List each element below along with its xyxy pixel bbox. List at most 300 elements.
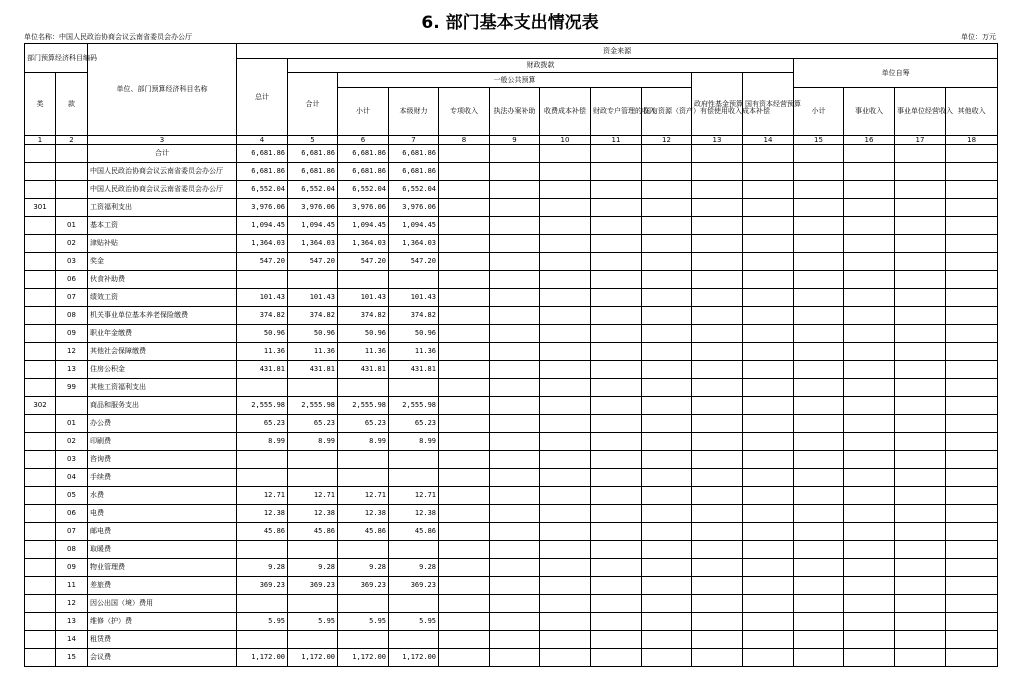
cell-name: 机关事业单位基本养老保险缴费 [88, 307, 237, 325]
cell-empty [794, 397, 844, 415]
cell-empty [794, 271, 844, 289]
cell-empty [844, 379, 895, 397]
cell-empty [743, 631, 794, 649]
cell-empty [439, 577, 490, 595]
cell-value: 1,364.03 [288, 235, 338, 253]
table-row [25, 415, 998, 433]
cell-empty [794, 217, 844, 235]
cell-name: 咨询费 [88, 451, 237, 469]
cell-empty [540, 253, 591, 271]
cell-empty [591, 343, 642, 361]
cell-empty [743, 217, 794, 235]
cell-empty [490, 559, 540, 577]
cell-kuan: 04 [56, 469, 88, 487]
cell-empty [591, 613, 642, 631]
cell-empty [439, 163, 490, 181]
cell-empty [743, 181, 794, 199]
cell-lei [25, 433, 56, 451]
cell-lei [25, 559, 56, 577]
cell-empty [844, 595, 895, 613]
table-row [25, 181, 998, 199]
cell-empty [743, 469, 794, 487]
cell-lei [25, 181, 56, 199]
cell-name: 绩效工资 [88, 289, 237, 307]
cell-empty [844, 433, 895, 451]
cell-empty [692, 199, 743, 217]
cell-empty [794, 289, 844, 307]
table-row [25, 487, 998, 505]
cell-empty [844, 271, 895, 289]
cell-empty [642, 379, 692, 397]
cell-kuan: 13 [56, 361, 88, 379]
cell-empty [439, 415, 490, 433]
cell-lei [25, 343, 56, 361]
cell-empty [895, 451, 946, 469]
cell-empty [642, 271, 692, 289]
cell-empty [743, 541, 794, 559]
cell-empty [844, 523, 895, 541]
cell-empty [439, 343, 490, 361]
table-row [25, 361, 998, 379]
table-row [25, 505, 998, 523]
cell-empty [490, 523, 540, 541]
cell-empty [895, 307, 946, 325]
cell-value: 374.82 [237, 307, 288, 325]
header-zhengfu-jijin: 政府性基金预算 [692, 73, 743, 136]
cell-value: 2,555.98 [338, 397, 389, 415]
cell-empty [895, 595, 946, 613]
cell-empty [642, 523, 692, 541]
cell-name: 中国人民政治协商会议云南省委员会办公厅 [88, 163, 237, 181]
cell-kuan: 08 [56, 307, 88, 325]
cell-empty [692, 613, 743, 631]
cell-empty [540, 595, 591, 613]
cell-empty [895, 289, 946, 307]
cell-empty [591, 271, 642, 289]
cell-empty [490, 181, 540, 199]
cell-lei [25, 451, 56, 469]
cell-kuan [56, 163, 88, 181]
cell-empty [490, 415, 540, 433]
cell-empty [540, 415, 591, 433]
cell-name: 取暖费 [88, 541, 237, 559]
cell-empty [642, 577, 692, 595]
cell-value [338, 271, 389, 289]
cell-kuan: 06 [56, 505, 88, 523]
column-index: 7 [389, 136, 439, 145]
header-kuan: 款 [56, 73, 88, 136]
cell-empty [540, 451, 591, 469]
cell-empty [540, 577, 591, 595]
cell-empty [946, 217, 998, 235]
unit-name: 单位名称：中国人民政治协商会议云南省委员会办公厅 [24, 33, 192, 41]
cell-value: 6,552.04 [389, 181, 439, 199]
cell-value [237, 271, 288, 289]
cell-empty [439, 253, 490, 271]
cell-empty [439, 145, 490, 163]
cell-value: 9.28 [389, 559, 439, 577]
header-zhifa: 执法办案补助 [490, 88, 540, 136]
cell-empty [642, 289, 692, 307]
cell-kuan [56, 199, 88, 217]
expenditure-table [24, 43, 998, 667]
cell-name: 会议费 [88, 649, 237, 667]
cell-value [237, 451, 288, 469]
table-row [25, 307, 998, 325]
column-index: 10 [540, 136, 591, 145]
cell-empty [895, 487, 946, 505]
cell-empty [946, 307, 998, 325]
cell-empty [591, 649, 642, 667]
cell-empty [895, 271, 946, 289]
cell-empty [743, 361, 794, 379]
table-row [25, 469, 998, 487]
cell-kuan: 07 [56, 289, 88, 307]
cell-empty [794, 379, 844, 397]
cell-empty [844, 145, 895, 163]
cell-name: 邮电费 [88, 523, 237, 541]
cell-empty [591, 217, 642, 235]
cell-empty [946, 469, 998, 487]
cell-value: 1,094.45 [338, 217, 389, 235]
cell-empty [946, 487, 998, 505]
cell-empty [642, 307, 692, 325]
cell-kuan: 09 [56, 325, 88, 343]
cell-empty [692, 253, 743, 271]
cell-empty [642, 541, 692, 559]
table-row [25, 379, 998, 397]
cell-value [389, 271, 439, 289]
cell-lei [25, 595, 56, 613]
cell-value: 9.28 [338, 559, 389, 577]
cell-empty [439, 487, 490, 505]
cell-empty [692, 379, 743, 397]
cell-lei [25, 163, 56, 181]
cell-empty [692, 397, 743, 415]
cell-empty [794, 361, 844, 379]
header-caizheng: 财政拨款 [288, 59, 794, 73]
cell-empty [439, 559, 490, 577]
cell-empty [540, 631, 591, 649]
cell-empty [591, 199, 642, 217]
table-row [25, 397, 998, 415]
cell-empty [490, 541, 540, 559]
cell-lei [25, 289, 56, 307]
cell-empty [946, 181, 998, 199]
cell-empty [490, 631, 540, 649]
cell-value: 12.38 [288, 505, 338, 523]
cell-empty [540, 541, 591, 559]
cell-value: 6,681.86 [288, 145, 338, 163]
cell-empty [591, 469, 642, 487]
cell-empty [591, 289, 642, 307]
cell-empty [540, 145, 591, 163]
header-yiban: 一般公共预算 [338, 73, 692, 88]
cell-empty [946, 397, 998, 415]
cell-value [288, 271, 338, 289]
cell-name: 伙食补助费 [88, 271, 237, 289]
cell-empty [490, 487, 540, 505]
cell-empty [591, 181, 642, 199]
cell-value: 547.20 [338, 253, 389, 271]
cell-empty [692, 361, 743, 379]
cell-value [237, 541, 288, 559]
cell-kuan: 13 [56, 613, 88, 631]
cell-name: 印刷费 [88, 433, 237, 451]
cell-lei [25, 217, 56, 235]
cell-empty [490, 163, 540, 181]
table-row [25, 523, 998, 541]
cell-empty [844, 235, 895, 253]
cell-value: 101.43 [237, 289, 288, 307]
cell-empty [439, 361, 490, 379]
cell-value: 6,681.86 [288, 163, 338, 181]
cell-name: 基本工资 [88, 217, 237, 235]
cell-value [338, 379, 389, 397]
cell-empty [439, 613, 490, 631]
cell-empty [895, 217, 946, 235]
cell-kuan: 12 [56, 595, 88, 613]
cell-value [338, 541, 389, 559]
cell-empty [540, 487, 591, 505]
cell-kuan: 06 [56, 271, 88, 289]
cell-value: 1,094.45 [237, 217, 288, 235]
cell-value: 1,172.00 [237, 649, 288, 667]
cell-value: 369.23 [389, 577, 439, 595]
cell-empty [895, 505, 946, 523]
cell-empty [794, 343, 844, 361]
cell-name: 物业管理费 [88, 559, 237, 577]
column-index: 11 [591, 136, 642, 145]
cell-value: 1,172.00 [338, 649, 389, 667]
cell-value: 11.36 [338, 343, 389, 361]
cell-name: 奖金 [88, 253, 237, 271]
cell-empty [692, 505, 743, 523]
header-xiaoji: 小计 [338, 88, 389, 136]
cell-value: 1,364.03 [237, 235, 288, 253]
cell-value: 12.71 [389, 487, 439, 505]
cell-empty [439, 451, 490, 469]
column-index: 2 [56, 136, 88, 145]
cell-empty [591, 145, 642, 163]
table-row [25, 235, 998, 253]
cell-empty [844, 613, 895, 631]
column-index: 4 [237, 136, 288, 145]
cell-lei [25, 415, 56, 433]
cell-value [288, 451, 338, 469]
header-danwei: 单位自筹 [794, 59, 998, 88]
cell-empty [895, 379, 946, 397]
cell-empty [895, 325, 946, 343]
cell-kuan: 12 [56, 343, 88, 361]
cell-empty [692, 541, 743, 559]
cell-lei [25, 253, 56, 271]
cell-name: 津贴补贴 [88, 235, 237, 253]
cell-value: 3,976.06 [237, 199, 288, 217]
cell-lei [25, 235, 56, 253]
cell-value: 8.99 [389, 433, 439, 451]
cell-empty [692, 235, 743, 253]
cell-name: 商品和服务支出 [88, 397, 237, 415]
cell-empty [895, 523, 946, 541]
cell-empty [540, 361, 591, 379]
cell-empty [490, 505, 540, 523]
cell-empty [844, 469, 895, 487]
cell-empty [692, 181, 743, 199]
cell-empty [743, 199, 794, 217]
column-index: 15 [794, 136, 844, 145]
cell-empty [490, 325, 540, 343]
cell-value: 8.99 [288, 433, 338, 451]
cell-empty [642, 469, 692, 487]
cell-value: 369.23 [288, 577, 338, 595]
cell-value: 2,555.98 [237, 397, 288, 415]
cell-value: 9.28 [288, 559, 338, 577]
cell-empty [490, 253, 540, 271]
cell-value: 6,681.86 [338, 163, 389, 181]
cell-lei [25, 145, 56, 163]
cell-lei [25, 577, 56, 595]
cell-empty [591, 505, 642, 523]
cell-lei [25, 541, 56, 559]
cell-empty [844, 361, 895, 379]
cell-empty [743, 559, 794, 577]
cell-empty [844, 199, 895, 217]
cell-lei [25, 613, 56, 631]
cell-empty [794, 613, 844, 631]
cell-empty [895, 433, 946, 451]
cell-empty [490, 451, 540, 469]
cell-empty [946, 379, 998, 397]
cell-empty [895, 361, 946, 379]
cell-empty [540, 199, 591, 217]
cell-value: 101.43 [338, 289, 389, 307]
cell-empty [794, 415, 844, 433]
cell-empty [490, 361, 540, 379]
table-row [25, 559, 998, 577]
cell-empty [540, 235, 591, 253]
cell-empty [844, 307, 895, 325]
cell-empty [692, 145, 743, 163]
header-benji: 本级财力 [389, 88, 439, 136]
cell-empty [439, 541, 490, 559]
cell-empty [540, 469, 591, 487]
cell-empty [642, 397, 692, 415]
cell-empty [946, 451, 998, 469]
cell-value: 431.81 [237, 361, 288, 379]
cell-empty [946, 253, 998, 271]
cell-empty [844, 559, 895, 577]
cell-empty [490, 217, 540, 235]
cell-value: 65.23 [389, 415, 439, 433]
cell-value: 12.71 [237, 487, 288, 505]
cell-kuan: 02 [56, 235, 88, 253]
cell-empty [591, 559, 642, 577]
cell-value: 431.81 [338, 361, 389, 379]
cell-kuan [56, 145, 88, 163]
cell-value: 45.86 [237, 523, 288, 541]
column-index: 13 [692, 136, 743, 145]
cell-empty [540, 379, 591, 397]
cell-empty [439, 325, 490, 343]
column-index: 17 [895, 136, 946, 145]
cell-name: 职业年金缴费 [88, 325, 237, 343]
cell-empty [540, 433, 591, 451]
cell-empty [692, 523, 743, 541]
table-row [25, 451, 998, 469]
cell-empty [642, 145, 692, 163]
cell-empty [490, 199, 540, 217]
cell-empty [946, 343, 998, 361]
cell-name: 住房公积金 [88, 361, 237, 379]
cell-empty [540, 559, 591, 577]
cell-empty [946, 361, 998, 379]
cell-empty [490, 343, 540, 361]
cell-empty [895, 343, 946, 361]
cell-empty [946, 649, 998, 667]
cell-value: 3,976.06 [338, 199, 389, 217]
cell-empty [692, 289, 743, 307]
column-index: 9 [490, 136, 540, 145]
header-guoyou-ziben: 国有资本经营预算 [743, 73, 794, 136]
cell-empty [794, 181, 844, 199]
cell-empty [743, 235, 794, 253]
cell-empty [743, 649, 794, 667]
cell-empty [490, 595, 540, 613]
cell-empty [794, 451, 844, 469]
cell-value: 45.86 [288, 523, 338, 541]
cell-empty [439, 181, 490, 199]
cell-empty [591, 451, 642, 469]
table-row [25, 145, 998, 163]
cell-kuan: 14 [56, 631, 88, 649]
cell-empty [946, 505, 998, 523]
cell-value: 369.23 [338, 577, 389, 595]
cell-empty [794, 163, 844, 181]
cell-lei [25, 361, 56, 379]
cell-value: 6,681.86 [389, 163, 439, 181]
cell-value: 6,552.04 [288, 181, 338, 199]
cell-empty [794, 649, 844, 667]
cell-empty [794, 145, 844, 163]
cell-empty [692, 343, 743, 361]
header-shiye: 事业收入 [844, 88, 895, 136]
column-index: 3 [88, 136, 237, 145]
cell-name: 合计 [88, 145, 237, 163]
header-caizheng-zhuanhu: 财政专户管理的收入 [591, 88, 642, 136]
column-index: 18 [946, 136, 998, 145]
cell-empty [490, 397, 540, 415]
column-index: 16 [844, 136, 895, 145]
header-lei: 类 [25, 73, 56, 136]
cell-lei [25, 379, 56, 397]
header-shiye-jingying: 事业单位经营收入 [895, 88, 946, 136]
cell-name: 差旅费 [88, 577, 237, 595]
cell-empty [844, 487, 895, 505]
cell-empty [439, 505, 490, 523]
cell-empty [895, 469, 946, 487]
cell-empty [794, 523, 844, 541]
cell-value [389, 469, 439, 487]
cell-name: 其他工资福利支出 [88, 379, 237, 397]
cell-empty [490, 307, 540, 325]
header-name: 单位、部门预算经济科目名称 [88, 44, 237, 136]
cell-empty [844, 451, 895, 469]
cell-empty [692, 559, 743, 577]
cell-value: 6,681.86 [237, 163, 288, 181]
cell-empty [895, 613, 946, 631]
cell-lei [25, 487, 56, 505]
